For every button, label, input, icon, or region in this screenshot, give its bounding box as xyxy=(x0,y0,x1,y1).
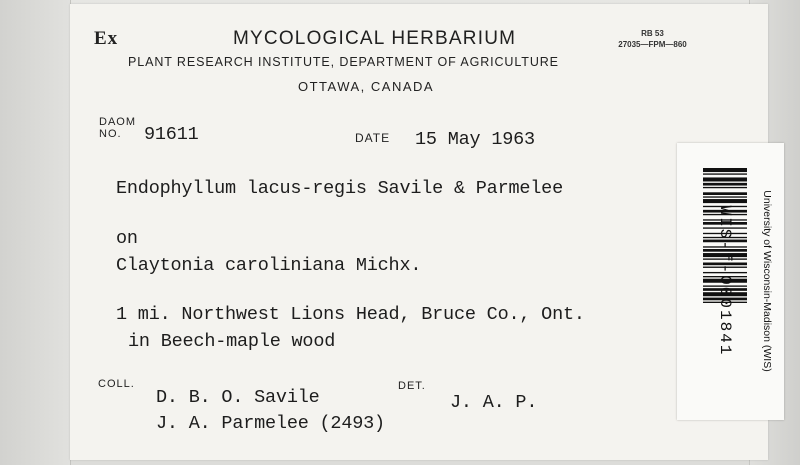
locality-line-1: 1 mi. Northwest Lions Head, Bruce Co., Ont. xyxy=(116,304,585,325)
on-text: on xyxy=(116,228,138,249)
det-label: DET. xyxy=(398,380,426,392)
collection-date: 15 May 1963 xyxy=(415,129,535,150)
herbarium-title: MYCOLOGICAL HERBARIUM xyxy=(233,28,517,49)
location-line: OTTAWA, CANADA xyxy=(298,79,435,94)
coll-label: COLL. xyxy=(98,378,135,390)
host-name: Claytonia caroliniana Michx. xyxy=(116,255,422,276)
institute-line: PLANT RESEARCH INSTITUTE, DEPARTMENT OF AGRICULTURE xyxy=(128,55,559,69)
barcode-bar xyxy=(703,183,747,186)
barcode-bar xyxy=(703,168,747,172)
accession-number: 91611 xyxy=(144,124,199,145)
barcode-institution: University of Wisconsin-Madison (WIS) xyxy=(761,190,773,372)
locality-line-2: in Beech-maple wood xyxy=(128,331,336,352)
daom-label: DAOM xyxy=(99,116,136,128)
barcode-id: WIS-f-0001841 xyxy=(716,205,734,357)
herbarium-label xyxy=(70,4,768,460)
envelope-left-flap xyxy=(0,0,71,465)
barcode-bar xyxy=(703,177,747,181)
barcode-bar xyxy=(703,173,747,174)
taxon-name: Endophyllum lacus-regis Savile & Parmelee xyxy=(116,178,563,199)
form-code-line1: RB 53 xyxy=(641,29,664,38)
date-label: DATE xyxy=(355,131,391,145)
barcode-bar xyxy=(703,196,747,197)
ex-mark: Ex xyxy=(94,28,119,49)
form-code xyxy=(605,28,700,50)
barcode-card xyxy=(677,143,784,420)
determiner: J. A. P. xyxy=(450,392,538,413)
barcode-bar xyxy=(703,199,747,203)
no-label: NO. xyxy=(99,128,122,140)
barcode-bar xyxy=(703,192,747,195)
barcode-bar xyxy=(703,187,747,188)
collector-1: D. B. O. Savile xyxy=(156,387,320,408)
collector-2: J. A. Parmelee (2493) xyxy=(156,413,385,434)
form-code-line2: 27035—FPM—860 xyxy=(618,40,687,49)
